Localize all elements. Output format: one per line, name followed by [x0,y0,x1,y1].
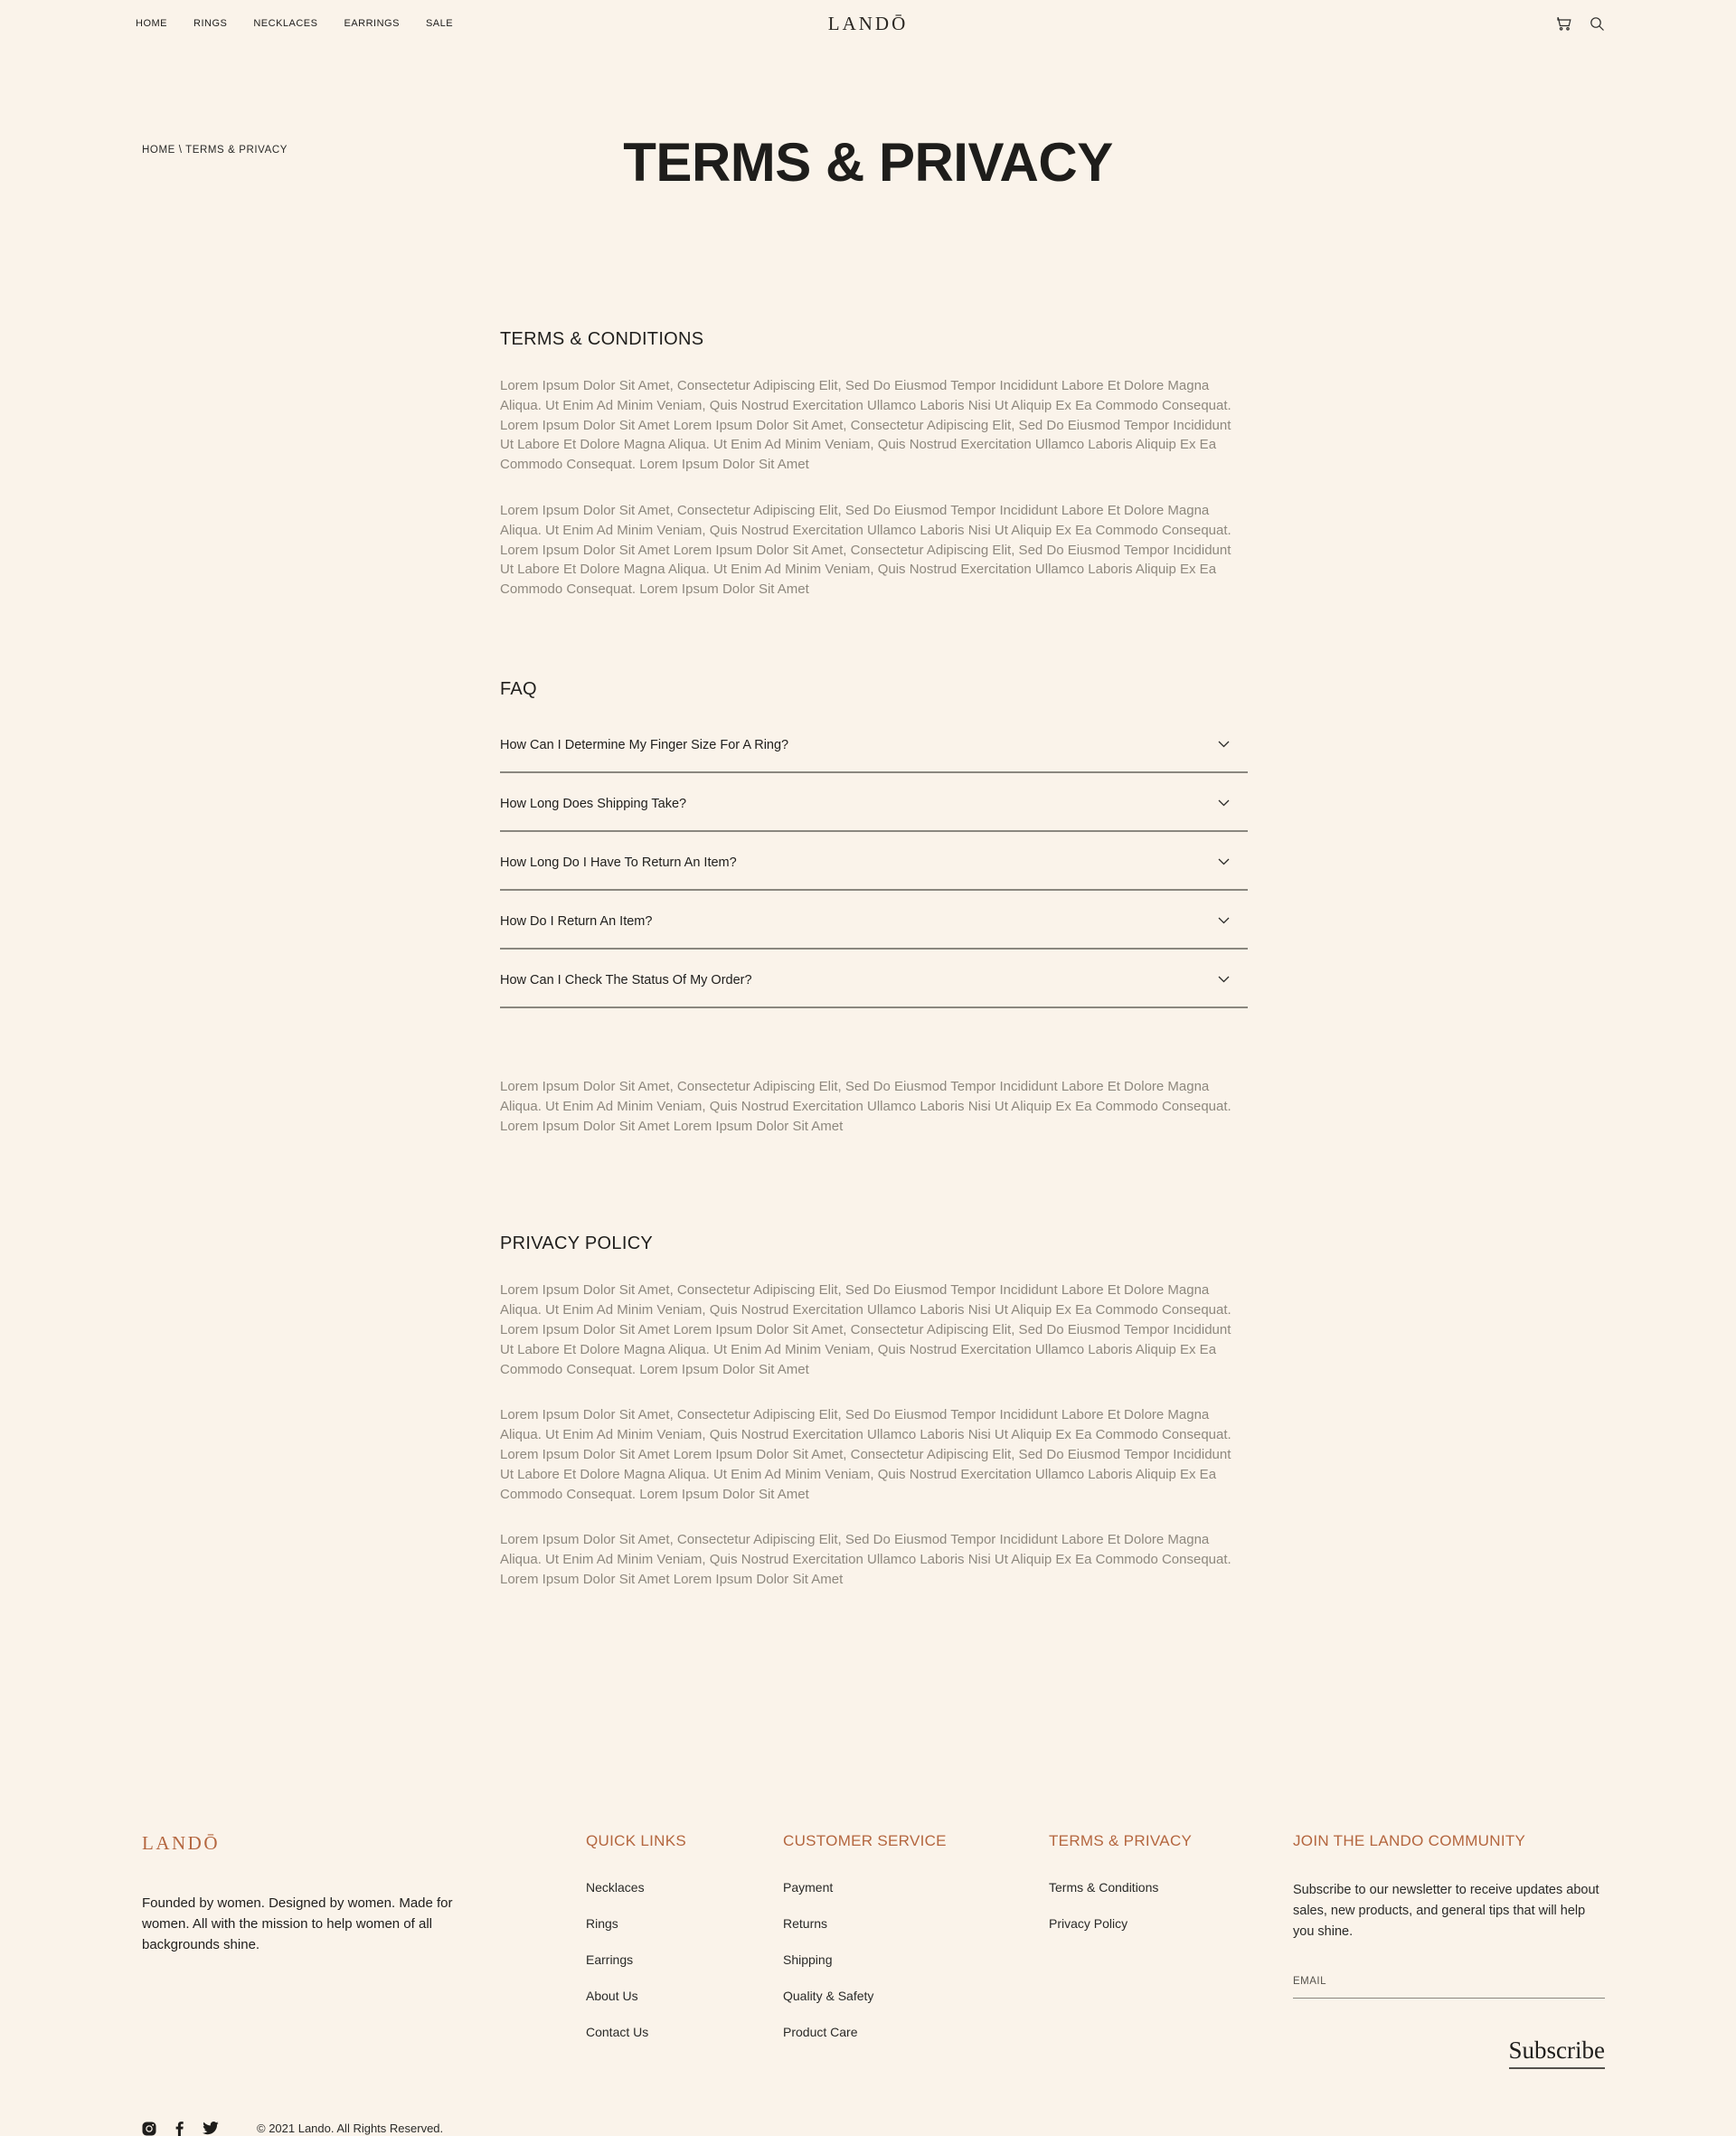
page-title: TERMS & PRIVACY [623,132,1113,193]
breadcrumb[interactable]: HOME \ TERMS & PRIVACY [142,145,288,156]
faq-question-row[interactable] [500,973,1248,1008]
faq-question-row[interactable] [500,797,1248,832]
chevron-down-icon [1218,799,1230,807]
footer-link-item [783,2025,1049,2041]
chevron-down-icon [1218,858,1230,865]
facebook-icon[interactable] [175,2122,184,2136]
chevron-down-icon [1218,917,1230,924]
twitter-icon[interactable] [203,2122,219,2135]
footer-link-list [586,1880,783,2041]
terms-paragraph: Lorem Ipsum Dolor Sit Amet, Consectetur Adipiscing Elit, Sed Do Eiusmod Tempor Incididunt Labore Et Dolore Magna Aliqua. Ut Enim Ad Minim Veniam, Quis Nostrud Exercitation Ullamco Laboris Nisi Ut Aliquip Ex Ea Commodo Consequat. Lorem Ipsum Dolor Sit Amet Lorem Ipsum Dolor Sit Amet, Consectetur Adipiscing Elit, Sed Do Eiusmod Tempor Incididunt Ut Labore Et Dolore Magna Aliqua. Ut Enim Ad Minim Veniam, Quis Nostrud Exercitation Ullamco Laboris Aliquip Ex Ea Commodo Consequat. Lorem Ipsum Dolor Sit Amet [500,378,1231,473]
faq-question: How Long Do I Have To Return An Item? [500,855,737,870]
footer-community-column [1293,1832,1605,2069]
faq-section [500,679,1248,1136]
footer-link[interactable]: Quality & Safety [783,1988,874,2003]
email-input[interactable] [1293,1972,1605,1999]
footer-link[interactable]: Contact Us [586,2024,649,2039]
footer [0,1832,1736,2136]
nav-item[interactable]: RINGS [193,18,228,29]
footer-column-heading: QUICK LINKS [586,1831,686,1849]
footer-link-item [586,1952,783,1969]
footer-link-item [586,1989,783,2005]
footer-link-item [586,1916,783,1933]
footer-link[interactable]: Shipping [783,1952,833,1967]
terms-heading: TERMS & CONDITIONS [500,329,704,349]
footer-link[interactable]: Earrings [586,1952,634,1967]
footer-link-item [783,1952,1049,1969]
footer-link-item [783,1880,1049,1896]
terms-section [500,329,1248,600]
footer-link[interactable]: Rings [586,1915,618,1931]
faq-heading: FAQ [500,678,537,699]
nav-item[interactable]: SALE [425,18,454,29]
footer-link-item [586,1880,783,1896]
faq-question: How Can I Check The Status Of My Order? [500,972,752,988]
footer-brand-logo[interactable]: LANDŌ [142,1831,220,1854]
footer-link-list [1049,1880,1293,1933]
privacy-paragraph: Lorem Ipsum Dolor Sit Amet, Consectetur Adipiscing Elit, Sed Do Eiusmod Tempor Incididunt Labore Et Dolore Magna Aliqua. Ut Enim Ad Minim Veniam, Quis Nostrud Exercitation Ullamco Laboris Nisi Ut Aliquip Ex Ea Commodo Consequat. Lorem Ipsum Dolor Sit Amet Lorem Ipsum Dolor Sit Amet [500,1532,1231,1587]
footer-link[interactable]: About Us [586,1988,638,2003]
footer-link[interactable]: Terms & Conditions [1049,1879,1159,1895]
footer-tagline: Founded by women. Designed by women. Made for women. All with the mission to help women of all backgrounds shine. [142,1895,453,1952]
footer-column-heading: CUSTOMER SERVICE [783,1831,947,1849]
faq-question: How Long Does Shipping Take? [500,796,687,811]
footer-link-item [1049,1880,1293,1896]
footer-customer-service-column [783,1832,1049,2061]
nav-item[interactable]: NECKLACES [253,18,318,29]
terms-paragraph: Lorem Ipsum Dolor Sit Amet, Consectetur Adipiscing Elit, Sed Do Eiusmod Tempor Incididunt Labore Et Dolore Magna Aliqua. Ut Enim Ad Minim Veniam, Quis Nostrud Exercitation Ullamco Laboris Nisi Ut Aliquip Ex Ea Commodo Consequat. Lorem Ipsum Dolor Sit Amet Lorem Ipsum Dolor Sit Amet, Consectetur Adipiscing Elit, Sed Do Eiusmod Tempor Incididunt Ut Labore Et Dolore Magna Aliqua. Ut Enim Ad Minim Veniam, Quis Nostrud Exercitation Ullamco Laboris Aliquip Ex Ea Commodo Consequat. Lorem Ipsum Dolor Sit Amet [500,502,1231,598]
instagram-icon[interactable] [142,2122,156,2136]
faq-note: Lorem Ipsum Dolor Sit Amet, Consectetur Adipiscing Elit, Sed Do Eiusmod Tempor Incididunt Labore Et Dolore Magna Aliqua. Ut Enim Ad Minim Veniam, Quis Nostrud Exercitation Ullamco Laboris Nisi Ut Aliquip Ex Ea Commodo Consequat. Lorem Ipsum Dolor Sit Amet Lorem Ipsum Dolor Sit Amet [500,1078,1231,1134]
footer-quick-links-column [586,1832,783,2061]
footer-link-item [783,1989,1049,2005]
faq-question-row[interactable] [500,914,1248,950]
main-content [500,329,1248,1590]
footer-link-item [783,1916,1049,1933]
faq-question-row[interactable] [500,855,1248,891]
faq-question-row[interactable] [500,738,1248,773]
search-icon[interactable] [1590,16,1605,32]
chevron-down-icon [1218,741,1230,748]
subscribe-button[interactable]: Subscribe [1509,2037,1605,2069]
footer-brand-column [142,1832,586,1955]
footer-link[interactable]: Returns [783,1915,828,1931]
privacy-paragraph: Lorem Ipsum Dolor Sit Amet, Consectetur Adipiscing Elit, Sed Do Eiusmod Tempor Incididunt Labore Et Dolore Magna Aliqua. Ut Enim Ad Minim Veniam, Quis Nostrud Exercitation Ullamco Laboris Nisi Ut Aliquip Ex Ea Commodo Consequat. Lorem Ipsum Dolor Sit Amet Lorem Ipsum Dolor Sit Amet, Consectetur Adipiscing Elit, Sed Do Eiusmod Tempor Incididunt Ut Labore Et Dolore Magna Aliqua. Ut Enim Ad Minim Veniam, Quis Nostrud Exercitation Ullamco Laboris Aliquip Ex Ea Commodo Consequat. Lorem Ipsum Dolor Sit Amet [500,1282,1231,1377]
privacy-heading: PRIVACY POLICY [500,1233,654,1254]
footer-link-item [586,2025,783,2041]
footer-bottom-bar [142,2122,1605,2136]
cart-icon[interactable] [1556,15,1573,32]
newsletter-text: Subscribe to our newsletter to receive updates about sales, new products, and general tips that will help you shine. [1293,1882,1599,1939]
brand-logo[interactable]: LANDŌ [827,13,909,34]
faq-question: How Can I Determine My Finger Size For A Ring? [500,737,789,752]
nav-item[interactable]: HOME [136,18,167,29]
privacy-paragraph: Lorem Ipsum Dolor Sit Amet, Consectetur Adipiscing Elit, Sed Do Eiusmod Tempor Incididunt Labore Et Dolore Magna Aliqua. Ut Enim Ad Minim Veniam, Quis Nostrud Exercitation Ullamco Laboris Nisi Ut Aliquip Ex Ea Commodo Consequat. Lorem Ipsum Dolor Sit Amet Lorem Ipsum Dolor Sit Amet, Consectetur Adipiscing Elit, Sed Do Eiusmod Tempor Incididunt Ut Labore Et Dolore Magna Aliqua. Ut Enim Ad Minim Veniam, Quis Nostrud Exercitation Ullamco Laboris Aliquip Ex Ea Commodo Consequat. Lorem Ipsum Dolor Sit Amet [500,1407,1231,1502]
footer-link-item [1049,1916,1293,1933]
nav-item[interactable]: EARRINGS [344,18,400,29]
nav-links [136,18,453,29]
faq-question: How Do I Return An Item? [500,913,653,929]
faq-list [500,738,1248,1008]
footer-link[interactable]: Privacy Policy [1049,1915,1128,1931]
footer-link[interactable]: Payment [783,1879,834,1895]
footer-column-heading: TERMS & PRIVACY [1049,1831,1193,1849]
footer-link[interactable]: Necklaces [586,1879,645,1895]
chevron-down-icon [1218,976,1230,983]
top-navigation [0,0,1736,47]
footer-column-heading: JOIN THE LANDO COMMUNITY [1293,1831,1526,1849]
copyright-text: © 2021 Lando. All Rights Reserved. [257,2122,444,2136]
privacy-section [500,1233,1248,1589]
footer-link[interactable]: Product Care [783,2024,858,2039]
footer-link-list [783,1880,1049,2041]
footer-terms-privacy-column [1049,1832,1293,1952]
